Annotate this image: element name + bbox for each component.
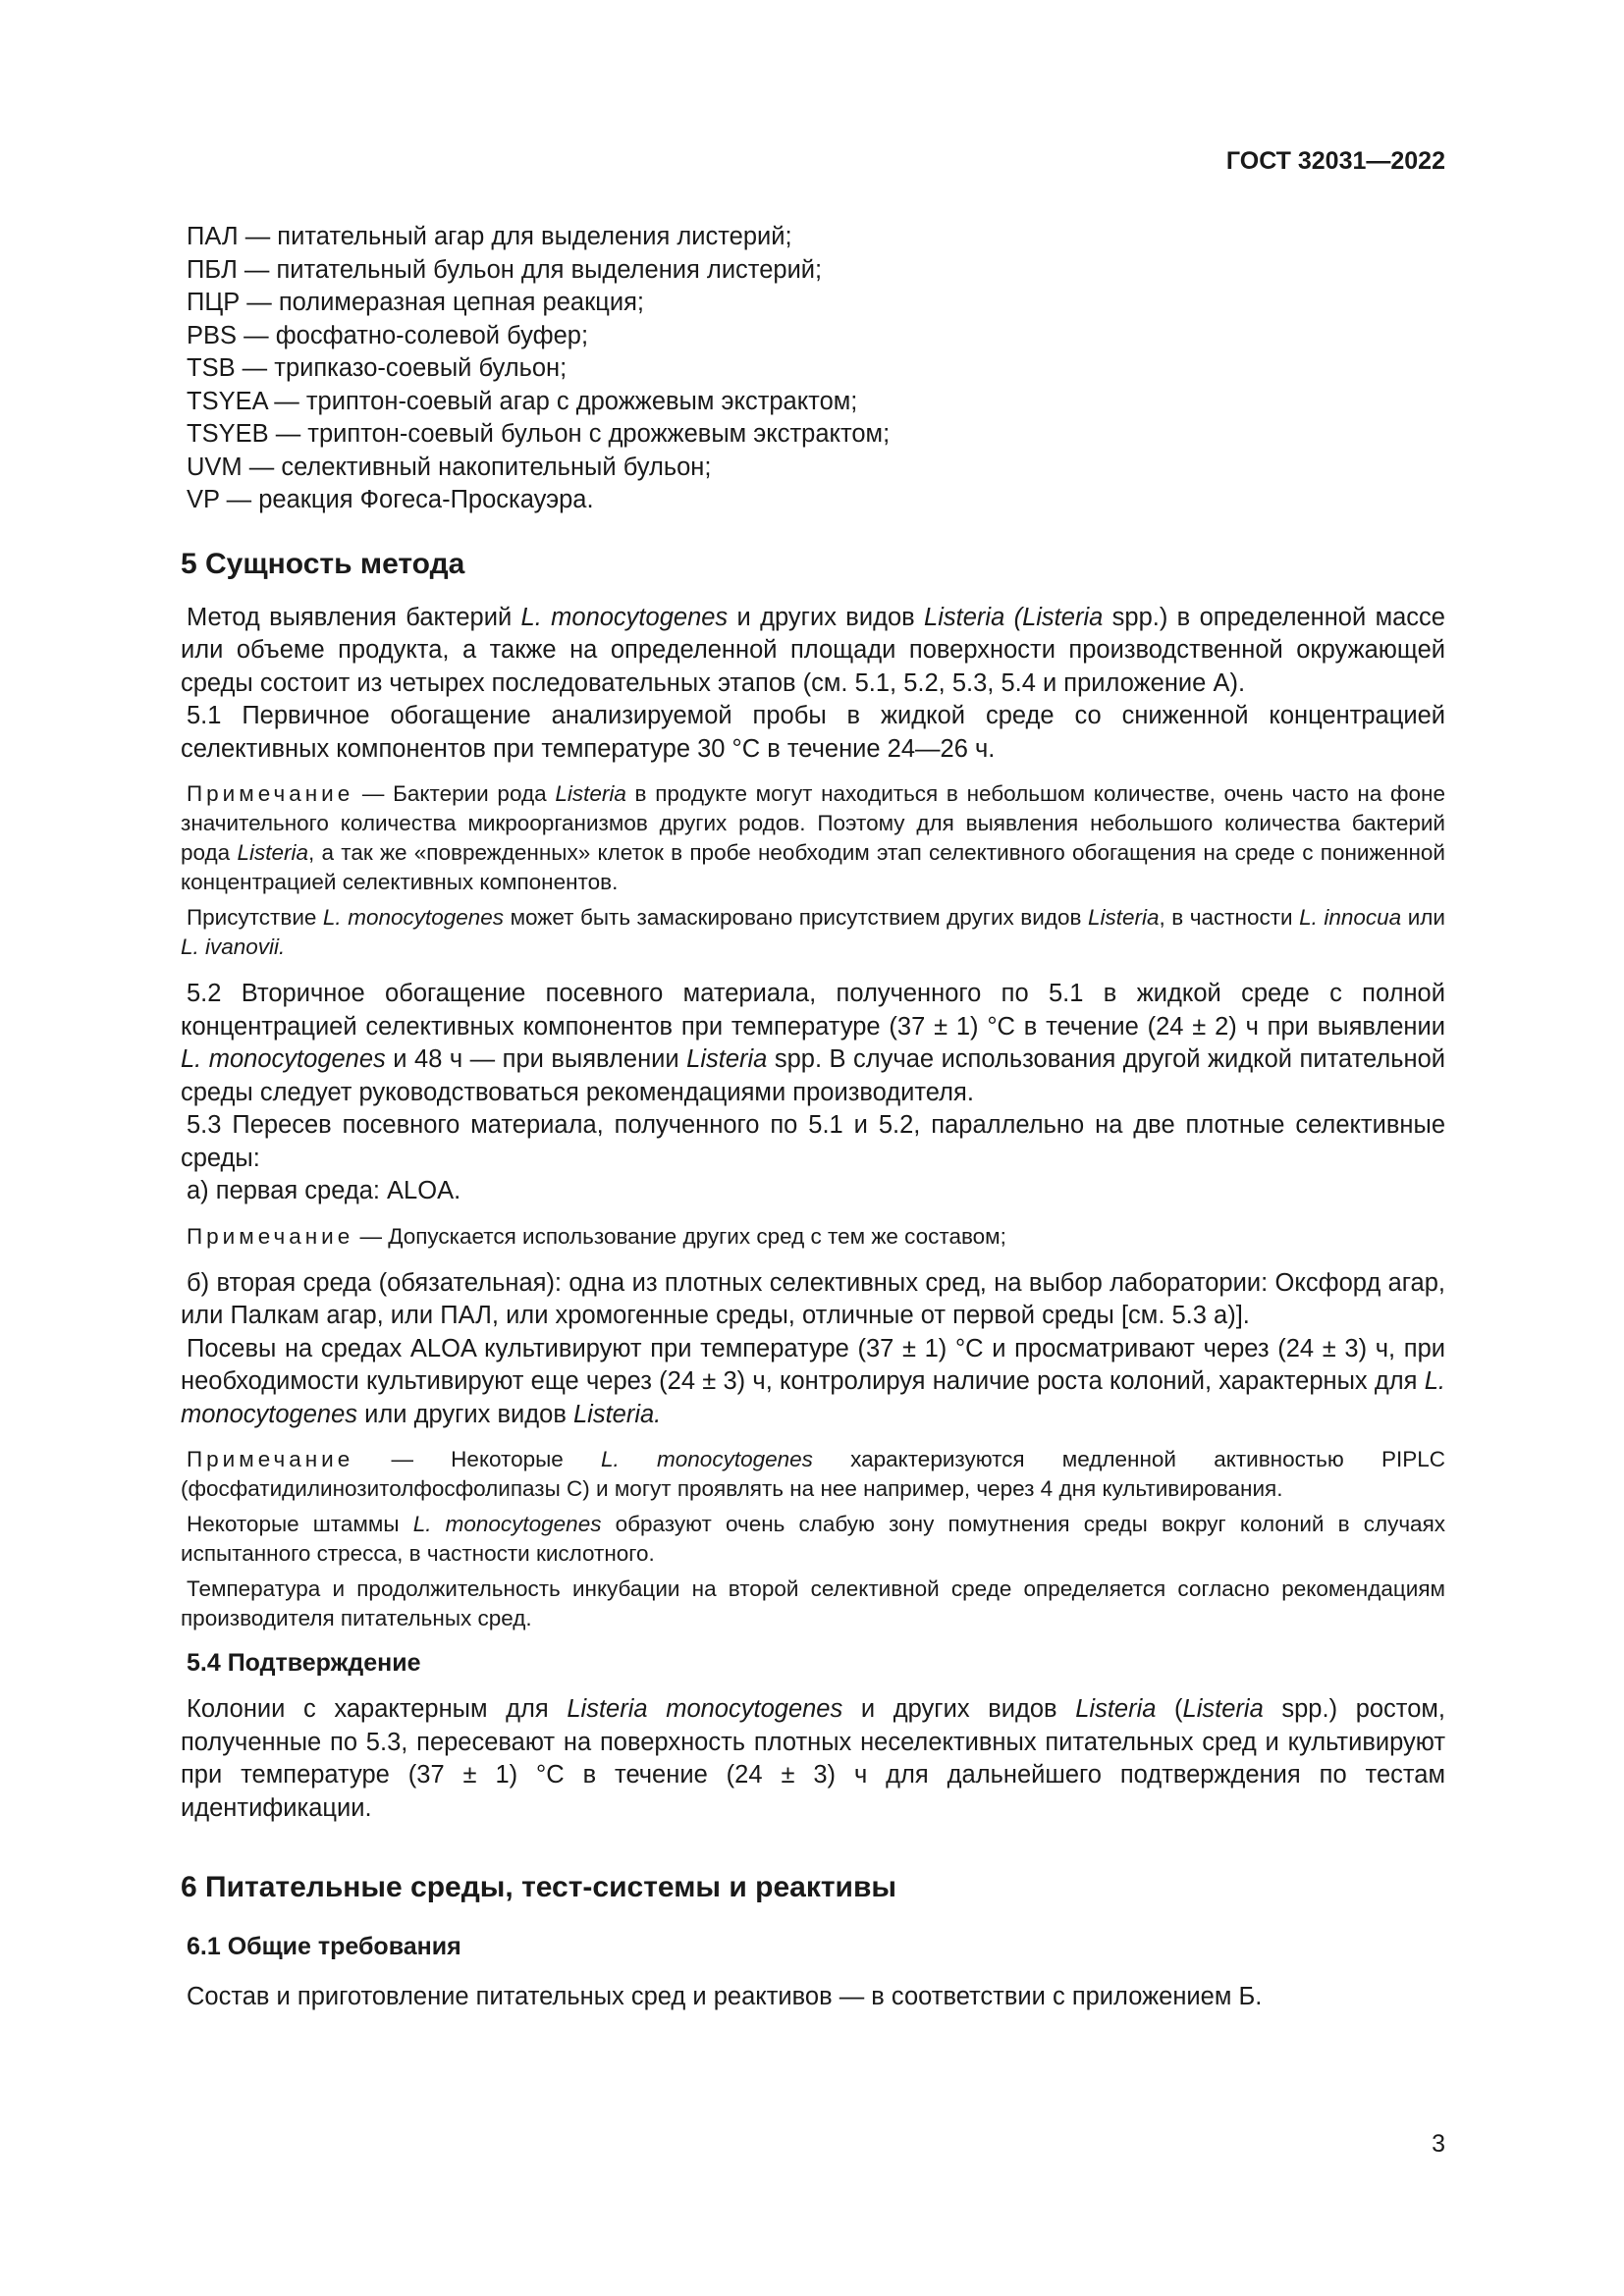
text-run: , в частности xyxy=(1159,905,1300,930)
note-3b xyxy=(181,1510,1445,1569)
text-run: и 48 ч — при выявлении xyxy=(385,1045,687,1073)
paragraph-5-3-cultivation xyxy=(181,1333,1445,1432)
text-run: может быть замаскировано присутствием других видов xyxy=(504,905,1088,930)
species-name: L. ivanovii. xyxy=(181,934,286,959)
page-content xyxy=(181,221,1445,2014)
note-label: Примечание xyxy=(187,781,354,806)
note-1 xyxy=(181,779,1445,897)
text-run: spp. В случае использования другой жидкой питательной среды следует руководствоваться рекомендациями производителя. xyxy=(181,1045,1446,1106)
note-3 xyxy=(181,1445,1445,1504)
paragraph-5-3-b: б) вторая среда (обязательная): одна из плотных селективных сред, на выбор лаборатории: Оксфорд агар, или Палкам агар, или ПАЛ, или хромогенные среды, отличные от первой среды [см. 5.3 а)]. xyxy=(181,1268,1445,1329)
list-item: PBS — фосфатно-солевой буфер; xyxy=(187,321,589,349)
species-name: L. monocytogenes xyxy=(181,1367,1445,1428)
paragraph-5-4 xyxy=(181,1693,1445,1825)
text-run: ( xyxy=(1156,1695,1183,1723)
paragraph-5-3-a: а) первая среда: ALOA. xyxy=(187,1177,461,1204)
text-run: характеризуются медленной активностью PIPLC (фосфатидилинозитолфосфолипазы С) и могут проявлять на нее например, через 4 дня культивирования. xyxy=(181,1447,1445,1501)
text-run: — Некоторые xyxy=(353,1447,602,1471)
note-3c: Температура и продолжительность инкубации на второй селективной среде определяется согласно рекомендациям производителя питательных сред. xyxy=(181,1576,1445,1630)
text-run: Посевы на средах ALOA культивируют при температуре (37 ± 1) °С и просматривают через (24 ± 3) ч, при необходимости культивируют еще через (24 ± 3) ч, контролируя наличие роста колоний, характерных для xyxy=(181,1334,1445,1395)
species-name: L. monocytogenes xyxy=(412,1512,602,1536)
list-item: ПБЛ — питательный бульон для выделения листерий; xyxy=(187,255,823,284)
text-run: Колонии с характерным для xyxy=(187,1695,568,1723)
document-header: ГОСТ 32031—2022 xyxy=(1225,147,1445,175)
subsection-6-1-heading: 6.1 Общие требования xyxy=(187,1933,461,1960)
species-name: Listeria xyxy=(686,1045,768,1073)
species-name: Listeria xyxy=(555,781,626,806)
list-item: VP — реакция Фогеса-Проскауэра. xyxy=(187,486,594,513)
species-name: Listeria xyxy=(1182,1695,1264,1723)
text-run: — Бактерии рода xyxy=(353,781,556,806)
text-run: — Допускается использование других сред с тем же составом; xyxy=(353,1223,1006,1249)
text-run: и других видов xyxy=(842,1695,1076,1723)
text-run: 5.2 Вторичное обогащение посевного материала, полученного по 5.1 в жидкой среде с полной концентрацией селективных компонентов при температуре (37 ± 1) °С в течение (24 ± 2) ч при выявлении xyxy=(181,980,1445,1041)
note-label: Примечание xyxy=(187,1223,354,1249)
paragraph-5-3: 5.3 Пересев посевного материала, полученного по 5.1 и 5.2, параллельно на две плотные селективные среды: xyxy=(181,1111,1445,1172)
section-5-heading: 5 Сущность метода xyxy=(181,547,465,580)
text-run: , а так же «поврежденных» клеток в пробе необходим этап селективного обогащения на среде с пониженной концентрацией селективных компонентов. xyxy=(181,840,1445,894)
text-run: Некоторые штаммы xyxy=(187,1512,413,1536)
text-run: spp.) в определенной массе или объеме продукта, а также на определенной площади поверхности производственной окружающей среды состоит из четырех последовательных этапов (см. 5.1, 5.2, 5.3, 5.4 и приложение А). xyxy=(181,603,1445,697)
text-run: spp.) ростом, полученные по 5.3, пересевают на поверхность плотных неселективных питательных сред и культивируют при температуре (37 ± 1) °С в течение (24 ± 3) ч для дальнейшего подтверждения по тестам идентификации. xyxy=(181,1695,1445,1822)
species-name: Listeria xyxy=(1087,905,1160,930)
species-name: L. monocytogenes xyxy=(520,603,729,631)
paragraph-5-1: 5.1 Первичное обогащение анализируемой пробы в жидкой среде со сниженной концентрацией селективных компонентов при температуре 30 °С в течение 24—26 ч. xyxy=(181,702,1445,763)
species-name: Listeria monocytogenes xyxy=(567,1695,843,1723)
species-name: L. innocua xyxy=(1299,905,1402,930)
text-run: или xyxy=(1401,905,1445,930)
species-name: Listeria. xyxy=(572,1400,662,1428)
species-name: Listeria xyxy=(237,840,308,865)
page-number: 3 xyxy=(1432,2130,1445,2158)
text-run: Метод выявления бактерий xyxy=(187,603,521,631)
paragraph-method-intro xyxy=(181,602,1445,701)
text-run: образуют очень слабую зону помутнения среды вокруг колоний в случаях испытанного стресса, в частности кислотного. xyxy=(181,1512,1446,1566)
species-name: L. monocytogenes xyxy=(181,1045,386,1073)
paragraph-5-2 xyxy=(181,978,1445,1109)
list-item: ПАЛ — питательный агар для выделения листерий; xyxy=(187,223,792,250)
text-run: в продукте могут находиться в небольшом количестве, очень часто на фоне значительного количества микроорганизмов других родов. Поэтому для выявления небольшого количества бактерий рода xyxy=(181,781,1445,865)
species-name: L. monocytogenes xyxy=(322,905,505,930)
list-item: TSYEA — триптон-соевый агар с дрожжевым экстрактом; xyxy=(187,387,858,415)
abbreviation-list xyxy=(181,221,1445,517)
list-item: TSB — трипказо-соевый бульон; xyxy=(187,354,568,382)
text-run: или других видов xyxy=(357,1400,573,1428)
list-item: TSYEB — триптон-соевый бульон с дрожжевым экстрактом; xyxy=(187,420,891,448)
subsection-5-4-heading: 5.4 Подтверждение xyxy=(187,1649,421,1677)
list-item: UVM — селективный накопительный бульон; xyxy=(187,453,712,481)
note-1b xyxy=(181,903,1445,962)
paragraph-6-1: Состав и приготовление питательных сред и реактивов — в соответствии с приложением Б. xyxy=(187,1983,1263,2010)
species-name: Listeria (Listeria xyxy=(924,603,1104,631)
species-name: Listeria xyxy=(1075,1695,1157,1723)
species-name: L. monocytogenes xyxy=(601,1447,813,1471)
note-label: Примечание xyxy=(187,1447,354,1471)
note-2 xyxy=(181,1222,1445,1252)
section-6-heading: 6 Питательные среды, тест-системы и реактивы xyxy=(181,1871,897,1903)
list-item: ПЦР — полимеразная цепная реакция; xyxy=(187,289,644,316)
text-run: Присутствие xyxy=(187,905,323,930)
text-run: и других видов xyxy=(728,603,925,631)
